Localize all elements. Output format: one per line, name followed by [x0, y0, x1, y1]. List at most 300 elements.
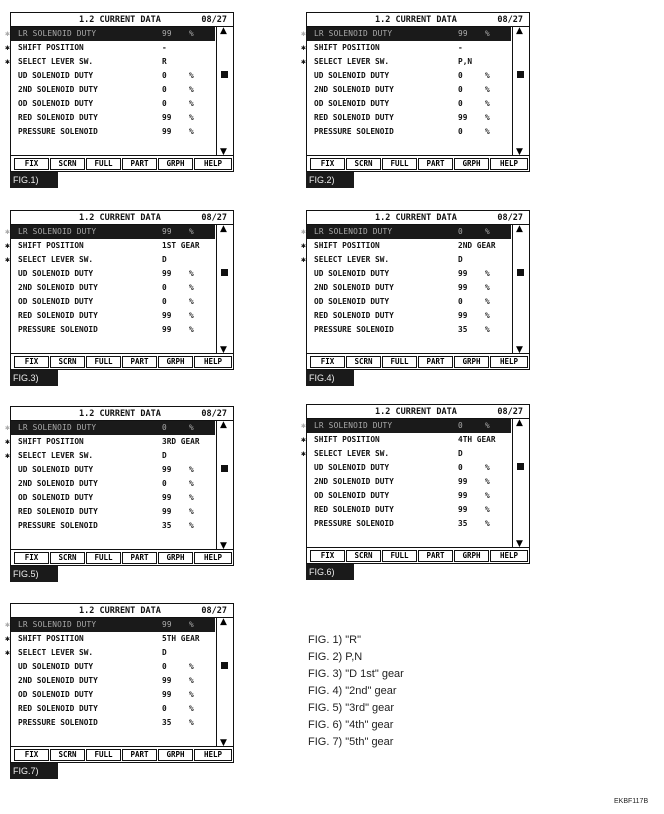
data-row[interactable]: [11, 97, 215, 111]
function-key-button[interactable]: FULL: [382, 550, 417, 562]
item-value: D: [162, 255, 167, 264]
item-value: 0: [162, 297, 167, 306]
item-value: P,N: [458, 57, 473, 66]
figure-caption: FIG.2): [306, 172, 354, 188]
data-row[interactable]: [307, 83, 511, 97]
item-label: SELECT LEVER SW.: [314, 449, 390, 458]
item-unit: %: [189, 297, 194, 306]
star-icon: ✱: [5, 227, 10, 236]
item-label: RED SOLENOID DUTY: [18, 311, 98, 320]
data-row[interactable]: [307, 125, 511, 139]
function-key-bar: [307, 155, 529, 171]
function-key-button[interactable]: FIX: [14, 552, 49, 564]
data-row[interactable]: [307, 503, 511, 517]
scroll-down-icon[interactable]: ▼: [516, 147, 523, 157]
data-row[interactable]: [307, 461, 511, 475]
item-value: 99: [458, 269, 468, 278]
data-row[interactable]: [301, 239, 511, 253]
item-value: 99: [162, 507, 172, 516]
data-row[interactable]: [301, 419, 511, 433]
function-key-button[interactable]: PART: [122, 749, 157, 761]
function-key-button[interactable]: HELP: [490, 356, 528, 368]
function-key-button[interactable]: SCRN: [50, 552, 85, 564]
item-label: PRESSURE SOLENOID: [18, 127, 98, 136]
star-icon: ✱: [5, 57, 10, 66]
function-key-button[interactable]: GRPH: [454, 550, 489, 562]
scrollbar[interactable]: [216, 421, 233, 549]
data-row[interactable]: [11, 323, 215, 337]
item-label: UD SOLENOID DUTY: [314, 71, 390, 80]
item-label: SHIFT POSITION: [314, 435, 380, 444]
data-row[interactable]: [11, 716, 215, 730]
data-row[interactable]: [11, 491, 215, 505]
item-value: D: [162, 648, 167, 657]
data-row[interactable]: [5, 225, 215, 239]
scroll-down-icon[interactable]: ▼: [220, 541, 227, 551]
data-row[interactable]: [5, 646, 215, 660]
data-row[interactable]: [11, 309, 215, 323]
data-row[interactable]: [301, 41, 511, 55]
item-unit: %: [485, 283, 490, 292]
item-label: LR SOLENOID DUTY: [314, 421, 393, 430]
figure-legend: [308, 632, 404, 751]
screen-header: [11, 211, 233, 225]
item-unit: %: [485, 269, 490, 278]
item-label: PRESSURE SOLENOID: [18, 325, 98, 334]
item-value: 0: [458, 297, 463, 306]
item-unit: %: [189, 465, 194, 474]
data-row[interactable]: [11, 674, 215, 688]
item-label: UD SOLENOID DUTY: [18, 269, 94, 278]
function-key-button[interactable]: SCRN: [50, 749, 85, 761]
item-label: SHIFT POSITION: [18, 43, 84, 52]
item-value: 99: [458, 491, 468, 500]
scroll-up-icon[interactable]: ▲: [220, 224, 227, 234]
item-unit: %: [485, 71, 490, 80]
scroll-up-icon[interactable]: ▲: [516, 26, 523, 36]
item-label: OD SOLENOID DUTY: [18, 99, 94, 108]
item-label: OD SOLENOID DUTY: [314, 491, 390, 500]
scroll-thumb[interactable]: [517, 71, 524, 78]
screen-title: 1.2 CURRENT DATA: [79, 213, 161, 223]
item-value: 0: [162, 423, 167, 432]
data-list: [301, 225, 511, 353]
figure-caption: FIG.7): [10, 763, 58, 779]
item-value: 0: [458, 463, 463, 472]
item-label: OD SOLENOID DUTY: [18, 493, 94, 502]
item-value: 0: [458, 127, 463, 136]
data-row[interactable]: [307, 489, 511, 503]
screen-title: 1.2 CURRENT DATA: [375, 15, 457, 25]
data-list: [5, 421, 215, 549]
data-row[interactable]: [11, 519, 215, 533]
figure-caption: FIG.6): [306, 564, 354, 580]
function-key-button[interactable]: FULL: [86, 356, 121, 368]
screen-title: 1.2 CURRENT DATA: [79, 606, 161, 616]
screen-header: [307, 13, 529, 27]
item-unit: %: [485, 477, 490, 486]
scroll-down-icon[interactable]: ▼: [516, 345, 523, 355]
item-unit: %: [485, 463, 490, 472]
data-row[interactable]: [301, 55, 511, 69]
item-label: OD SOLENOID DUTY: [18, 297, 94, 306]
screen-header: [307, 405, 529, 419]
function-key-button[interactable]: PART: [122, 158, 157, 170]
function-key-button[interactable]: FIX: [14, 356, 49, 368]
function-key-button[interactable]: PART: [418, 356, 453, 368]
data-row[interactable]: [307, 295, 511, 309]
star-icon: ✱: [301, 57, 306, 66]
data-row[interactable]: [5, 239, 215, 253]
scroll-thumb[interactable]: [221, 71, 228, 78]
function-key-button[interactable]: HELP: [194, 552, 232, 564]
item-value: 99: [458, 311, 468, 320]
data-row[interactable]: [5, 449, 215, 463]
data-row[interactable]: [307, 281, 511, 295]
item-unit: %: [189, 283, 194, 292]
item-value: -: [162, 43, 167, 52]
data-row[interactable]: [301, 225, 511, 239]
data-row[interactable]: [11, 125, 215, 139]
function-key-button[interactable]: FIX: [310, 158, 345, 170]
star-icon: ✱: [5, 255, 10, 264]
function-key-button[interactable]: SCRN: [346, 356, 381, 368]
function-key-button[interactable]: GRPH: [158, 356, 193, 368]
data-row[interactable]: [11, 477, 215, 491]
function-key-button[interactable]: GRPH: [158, 749, 193, 761]
function-key-button[interactable]: PART: [122, 552, 157, 564]
item-value: 0: [458, 99, 463, 108]
scrollbar[interactable]: [216, 618, 233, 746]
function-key-button[interactable]: HELP: [490, 550, 528, 562]
data-row[interactable]: [5, 55, 215, 69]
data-row[interactable]: [5, 421, 215, 435]
function-key-button[interactable]: GRPH: [454, 356, 489, 368]
item-value: 0: [458, 421, 463, 430]
item-label: PRESSURE SOLENOID: [18, 521, 98, 530]
scroll-thumb[interactable]: [517, 463, 524, 470]
function-key-button[interactable]: SCRN: [50, 158, 85, 170]
data-row[interactable]: [307, 323, 511, 337]
function-key-bar: [11, 353, 233, 369]
function-key-button[interactable]: FIX: [14, 749, 49, 761]
scan-tool-screen: [5, 210, 234, 386]
star-icon: ✱: [5, 423, 10, 432]
data-row[interactable]: [11, 281, 215, 295]
function-key-button[interactable]: GRPH: [158, 158, 193, 170]
function-key-button[interactable]: HELP: [194, 356, 232, 368]
item-label: SELECT LEVER SW.: [314, 57, 390, 66]
item-value: 99: [162, 127, 172, 136]
item-label: UD SOLENOID DUTY: [18, 465, 94, 474]
scan-tool-screen: [5, 603, 234, 779]
item-unit: %: [189, 113, 194, 122]
item-value: 0: [162, 283, 167, 292]
item-label: RED SOLENOID DUTY: [18, 704, 98, 713]
star-icon: ✱: [5, 43, 10, 52]
scroll-thumb[interactable]: [517, 269, 524, 276]
item-value: 3RD GEAR: [162, 437, 200, 446]
data-row[interactable]: [11, 660, 215, 674]
function-key-button[interactable]: FULL: [382, 356, 417, 368]
function-key-button[interactable]: FULL: [86, 749, 121, 761]
data-row[interactable]: [5, 632, 215, 646]
item-value: 0: [162, 99, 167, 108]
data-list: [5, 27, 215, 155]
screen-frame: [5, 406, 234, 566]
item-unit: %: [189, 325, 194, 334]
item-label: 2ND SOLENOID DUTY: [18, 283, 98, 292]
function-key-button[interactable]: FULL: [382, 158, 417, 170]
item-label: SHIFT POSITION: [314, 241, 380, 250]
item-unit: %: [189, 71, 194, 80]
item-label: OD SOLENOID DUTY: [314, 297, 390, 306]
data-row[interactable]: [11, 702, 215, 716]
item-value: 99: [162, 690, 172, 699]
function-key-button[interactable]: SCRN: [50, 356, 85, 368]
item-unit: %: [189, 718, 194, 727]
data-list: [5, 225, 215, 353]
scrollbar[interactable]: [512, 27, 529, 155]
item-value: 99: [162, 29, 172, 38]
item-value: 99: [162, 311, 172, 320]
item-label: SELECT LEVER SW.: [18, 648, 94, 657]
screen-header: [11, 13, 233, 27]
star-icon: ✱: [301, 449, 306, 458]
item-label: OD SOLENOID DUTY: [314, 99, 390, 108]
data-row[interactable]: [11, 505, 215, 519]
page-counter: 08/27: [497, 407, 523, 417]
item-value: 99: [162, 113, 172, 122]
legend-item: FIG. 2) P,N: [308, 651, 363, 663]
function-key-bar: [307, 353, 529, 369]
data-row[interactable]: [307, 309, 511, 323]
function-key-button[interactable]: HELP: [194, 158, 232, 170]
item-value: 35: [458, 325, 468, 334]
item-unit: %: [189, 704, 194, 713]
item-label: SHIFT POSITION: [18, 241, 84, 250]
data-row[interactable]: [301, 253, 511, 267]
star-icon: ✱: [5, 241, 10, 250]
function-key-button[interactable]: FIX: [310, 356, 345, 368]
data-row[interactable]: [5, 253, 215, 267]
item-label: PRESSURE SOLENOID: [314, 519, 394, 528]
screen-frame: [301, 12, 530, 172]
page-counter: 08/27: [497, 213, 523, 223]
function-key-button[interactable]: FULL: [86, 158, 121, 170]
item-unit: %: [189, 690, 194, 699]
scroll-thumb[interactable]: [221, 465, 228, 472]
scroll-down-icon[interactable]: ▼: [516, 539, 523, 549]
scan-tool-screen: [5, 406, 234, 582]
scrollbar[interactable]: [512, 419, 529, 547]
item-label: RED SOLENOID DUTY: [18, 507, 98, 516]
scroll-down-icon[interactable]: ▼: [220, 738, 227, 748]
item-unit: %: [189, 662, 194, 671]
item-value: 0: [162, 704, 167, 713]
item-unit: %: [189, 620, 194, 629]
item-label: LR SOLENOID DUTY: [18, 620, 97, 629]
item-value: 0: [162, 662, 167, 671]
data-row[interactable]: [307, 97, 511, 111]
item-value: 99: [162, 620, 172, 629]
legend-item: FIG. 5) "3rd" gear: [308, 702, 395, 714]
item-label: LR SOLENOID DUTY: [18, 227, 97, 236]
item-unit: %: [189, 493, 194, 502]
data-row[interactable]: [301, 433, 511, 447]
data-row[interactable]: [301, 447, 511, 461]
scroll-thumb[interactable]: [221, 269, 228, 276]
star-icon: ✱: [301, 43, 306, 52]
scrollbar[interactable]: [216, 27, 233, 155]
item-label: LR SOLENOID DUTY: [18, 29, 97, 38]
item-label: RED SOLENOID DUTY: [314, 311, 394, 320]
item-unit: %: [485, 99, 490, 108]
item-value: 35: [458, 519, 468, 528]
item-label: UD SOLENOID DUTY: [18, 71, 94, 80]
star-icon: ✱: [5, 451, 10, 460]
scroll-up-icon[interactable]: ▲: [516, 418, 523, 428]
star-icon: ✱: [5, 648, 10, 657]
function-key-button[interactable]: HELP: [490, 158, 528, 170]
item-unit: %: [189, 269, 194, 278]
item-label: 2ND SOLENOID DUTY: [18, 85, 98, 94]
figure-caption: FIG.4): [306, 370, 354, 386]
item-value: 0: [162, 85, 167, 94]
scroll-up-icon[interactable]: ▲: [220, 420, 227, 430]
item-value: 99: [458, 29, 468, 38]
data-row[interactable]: [11, 463, 215, 477]
legend-item: FIG. 1) "R": [308, 634, 362, 646]
item-label: 2ND SOLENOID DUTY: [314, 283, 394, 292]
scrollbar[interactable]: [216, 225, 233, 353]
function-key-button[interactable]: SCRN: [346, 550, 381, 562]
item-unit: %: [485, 311, 490, 320]
legend-item: FIG. 4) "2nd" gear: [308, 685, 397, 697]
item-value: 35: [162, 718, 172, 727]
item-unit: %: [485, 85, 490, 94]
data-row[interactable]: [307, 517, 511, 531]
item-label: 2ND SOLENOID DUTY: [314, 85, 394, 94]
function-key-button[interactable]: FULL: [86, 552, 121, 564]
data-row[interactable]: [5, 27, 215, 41]
scroll-down-icon[interactable]: ▼: [220, 345, 227, 355]
data-row[interactable]: [307, 475, 511, 489]
item-value: D: [458, 255, 463, 264]
data-row[interactable]: [11, 295, 215, 309]
data-row[interactable]: [11, 111, 215, 125]
screen-title: 1.2 CURRENT DATA: [375, 407, 457, 417]
star-icon: ✱: [301, 241, 306, 250]
item-label: 2ND SOLENOID DUTY: [18, 479, 98, 488]
star-icon: ✱: [5, 29, 10, 38]
item-value: 99: [162, 227, 172, 236]
item-unit: %: [189, 99, 194, 108]
item-unit: %: [189, 127, 194, 136]
data-row[interactable]: [11, 267, 215, 281]
scroll-thumb[interactable]: [221, 662, 228, 669]
function-key-button[interactable]: PART: [418, 158, 453, 170]
item-label: SHIFT POSITION: [18, 437, 84, 446]
function-key-bar: [11, 746, 233, 762]
item-label: LR SOLENOID DUTY: [18, 423, 97, 432]
item-value: 0: [162, 479, 167, 488]
item-value: 0: [458, 227, 463, 236]
function-key-button[interactable]: FIX: [310, 550, 345, 562]
star-icon: ✱: [301, 435, 306, 444]
function-key-button[interactable]: PART: [122, 356, 157, 368]
item-unit: %: [485, 491, 490, 500]
scroll-down-icon[interactable]: ▼: [220, 147, 227, 157]
item-value: 1ST GEAR: [162, 241, 200, 250]
item-label: PRESSURE SOLENOID: [314, 127, 394, 136]
item-label: OD SOLENOID DUTY: [18, 690, 94, 699]
scroll-up-icon[interactable]: ▲: [516, 224, 523, 234]
item-label: 2ND SOLENOID DUTY: [18, 676, 98, 685]
item-label: SHIFT POSITION: [18, 634, 84, 643]
item-value: 99: [458, 505, 468, 514]
scroll-up-icon[interactable]: ▲: [220, 617, 227, 627]
function-key-button[interactable]: FIX: [14, 158, 49, 170]
data-row[interactable]: [307, 267, 511, 281]
figure-caption: FIG.3): [10, 370, 58, 386]
item-value: 5TH GEAR: [162, 634, 200, 643]
screen-title: 1.2 CURRENT DATA: [79, 15, 161, 25]
item-unit: %: [485, 29, 490, 38]
data-row[interactable]: [5, 41, 215, 55]
function-key-button[interactable]: SCRN: [346, 158, 381, 170]
legend-item: FIG. 6) "4th" gear: [308, 719, 394, 731]
item-label: UD SOLENOID DUTY: [314, 463, 390, 472]
item-label: RED SOLENOID DUTY: [314, 113, 394, 122]
item-unit: %: [485, 519, 490, 528]
data-row[interactable]: [301, 27, 511, 41]
item-label: RED SOLENOID DUTY: [18, 113, 98, 122]
item-unit: %: [189, 479, 194, 488]
data-row[interactable]: [307, 69, 511, 83]
data-row[interactable]: [11, 69, 215, 83]
screen-frame: [301, 404, 530, 564]
star-icon: ✱: [5, 620, 10, 629]
data-row[interactable]: [11, 688, 215, 702]
data-row[interactable]: [5, 435, 215, 449]
data-list: [301, 27, 511, 155]
function-key-bar: [11, 549, 233, 565]
item-label: RED SOLENOID DUTY: [314, 505, 394, 514]
function-key-button[interactable]: GRPH: [454, 158, 489, 170]
star-icon: ✱: [301, 421, 306, 430]
data-row[interactable]: [11, 83, 215, 97]
item-value: 35: [162, 521, 172, 530]
scrollbar[interactable]: [512, 225, 529, 353]
screen-frame: [5, 603, 234, 763]
item-label: SELECT LEVER SW.: [18, 57, 94, 66]
scroll-up-icon[interactable]: ▲: [220, 26, 227, 36]
data-row[interactable]: [5, 618, 215, 632]
item-value: 4TH GEAR: [458, 435, 496, 444]
function-key-button[interactable]: GRPH: [158, 552, 193, 564]
page-counter: 08/27: [497, 15, 523, 25]
function-key-button[interactable]: PART: [418, 550, 453, 562]
item-value: 99: [162, 325, 172, 334]
function-key-button[interactable]: HELP: [194, 749, 232, 761]
item-unit: %: [189, 676, 194, 685]
item-value: D: [162, 451, 167, 460]
item-value: 99: [458, 283, 468, 292]
item-label: UD SOLENOID DUTY: [18, 662, 94, 671]
item-value: 99: [162, 465, 172, 474]
data-row[interactable]: [307, 111, 511, 125]
